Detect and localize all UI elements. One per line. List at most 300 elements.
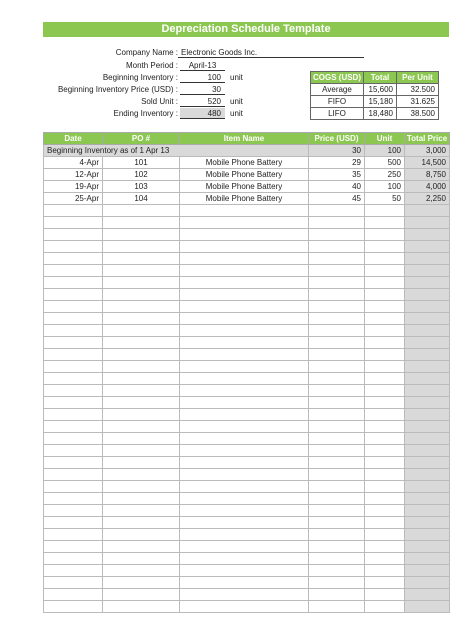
empty-row[interactable] (44, 529, 450, 541)
begin-inv-unit: unit (230, 73, 243, 82)
cell-item[interactable]: Mobile Phone Battery (180, 157, 309, 169)
empty-cell[interactable] (365, 217, 405, 229)
empty-cell[interactable] (180, 265, 309, 277)
sold-field[interactable]: 520 (180, 96, 225, 107)
cell-po[interactable]: 101 (103, 157, 180, 169)
empty-cell (405, 565, 450, 577)
empty-row[interactable] (44, 397, 450, 409)
empty-cell[interactable] (309, 541, 365, 553)
empty-cell[interactable] (103, 217, 180, 229)
empty-cell[interactable] (180, 217, 309, 229)
empty-cell[interactable] (309, 241, 365, 253)
empty-row[interactable] (44, 229, 450, 241)
empty-cell[interactable] (365, 265, 405, 277)
empty-cell[interactable] (365, 505, 405, 517)
empty-cell[interactable] (103, 301, 180, 313)
empty-cell[interactable] (180, 385, 309, 397)
empty-cell[interactable] (180, 253, 309, 265)
empty-cell[interactable] (309, 433, 365, 445)
empty-cell[interactable] (44, 517, 103, 529)
empty-cell[interactable] (103, 241, 180, 253)
cell-unit[interactable]: 100 (365, 181, 405, 193)
month-field[interactable]: April-13 (180, 60, 225, 71)
empty-cell[interactable] (44, 265, 103, 277)
cell-date[interactable]: 4-Apr (44, 157, 103, 169)
empty-cell[interactable] (309, 601, 365, 613)
col-header-po: PO # (103, 133, 180, 145)
beginning-total: 3,000 (405, 145, 450, 157)
empty-cell (405, 577, 450, 589)
empty-cell[interactable] (309, 337, 365, 349)
empty-cell (405, 265, 450, 277)
empty-cell[interactable] (365, 241, 405, 253)
empty-cell[interactable] (309, 289, 365, 301)
empty-cell[interactable] (309, 409, 365, 421)
empty-cell[interactable] (103, 445, 180, 457)
empty-cell[interactable] (309, 421, 365, 433)
empty-cell (405, 421, 450, 433)
empty-cell[interactable] (309, 313, 365, 325)
empty-cell[interactable] (103, 337, 180, 349)
empty-cell[interactable] (365, 229, 405, 241)
empty-cell[interactable] (103, 505, 180, 517)
empty-cell[interactable] (309, 325, 365, 337)
empty-cell[interactable] (365, 277, 405, 289)
empty-cell[interactable] (309, 349, 365, 361)
empty-cell (405, 325, 450, 337)
empty-cell[interactable] (103, 517, 180, 529)
empty-cell[interactable] (103, 277, 180, 289)
cell-total: 4,000 (405, 181, 450, 193)
col-header-unit: Unit (365, 133, 405, 145)
empty-cell[interactable] (44, 397, 103, 409)
cogs-per-unit: 38.500 (397, 108, 439, 120)
empty-cell[interactable] (103, 397, 180, 409)
empty-cell[interactable] (309, 589, 365, 601)
empty-row[interactable] (44, 505, 450, 517)
empty-row[interactable] (44, 457, 450, 469)
cell-date[interactable]: 19-Apr (44, 181, 103, 193)
cogs-per-unit: 32.500 (397, 84, 439, 96)
empty-row[interactable] (44, 349, 450, 361)
empty-cell[interactable] (365, 337, 405, 349)
empty-cell[interactable] (103, 529, 180, 541)
empty-cell[interactable] (44, 385, 103, 397)
cell-unit[interactable]: 50 (365, 193, 405, 205)
empty-row[interactable] (44, 385, 450, 397)
cogs-header-method: COGS (USD) (311, 72, 364, 84)
empty-cell (405, 529, 450, 541)
empty-cell (405, 481, 450, 493)
empty-cell[interactable] (180, 505, 309, 517)
empty-cell[interactable] (103, 433, 180, 445)
empty-cell[interactable] (44, 505, 103, 517)
empty-cell (405, 277, 450, 289)
empty-cell[interactable] (309, 505, 365, 517)
empty-cell[interactable] (44, 217, 103, 229)
cogs-total: 15,600 (364, 84, 397, 96)
empty-cell[interactable] (180, 469, 309, 481)
empty-cell[interactable] (309, 553, 365, 565)
col-header-item: Item Name (180, 133, 309, 145)
empty-cell[interactable] (180, 409, 309, 421)
begin-inv-field[interactable]: 100 (180, 72, 225, 83)
empty-row[interactable] (44, 469, 450, 481)
empty-cell[interactable] (365, 385, 405, 397)
table-row[interactable] (44, 169, 450, 181)
empty-cell[interactable] (365, 397, 405, 409)
empty-cell[interactable] (180, 205, 309, 217)
empty-row[interactable] (44, 253, 450, 265)
empty-cell[interactable] (309, 277, 365, 289)
empty-cell[interactable] (309, 217, 365, 229)
table-row[interactable] (44, 157, 450, 169)
empty-row[interactable] (44, 553, 450, 565)
empty-cell[interactable] (103, 589, 180, 601)
cell-item[interactable]: Mobile Phone Battery (180, 181, 309, 193)
empty-cell[interactable] (365, 349, 405, 361)
empty-cell[interactable] (309, 577, 365, 589)
empty-cell (405, 553, 450, 565)
empty-cell[interactable] (309, 397, 365, 409)
empty-cell[interactable] (309, 493, 365, 505)
empty-cell[interactable] (44, 241, 103, 253)
cogs-total: 15,180 (364, 96, 397, 108)
empty-cell[interactable] (365, 469, 405, 481)
empty-cell[interactable] (365, 409, 405, 421)
empty-cell[interactable] (180, 493, 309, 505)
empty-cell[interactable] (180, 301, 309, 313)
empty-cell[interactable] (365, 421, 405, 433)
empty-cell[interactable] (103, 265, 180, 277)
empty-cell (405, 373, 450, 385)
table-row[interactable] (44, 181, 450, 193)
empty-cell[interactable] (309, 301, 365, 313)
empty-row[interactable] (44, 421, 450, 433)
empty-row[interactable] (44, 601, 450, 613)
col-header-total: Total Price (405, 133, 450, 145)
empty-cell (405, 361, 450, 373)
sold-row (43, 96, 178, 107)
empty-cell[interactable] (103, 541, 180, 553)
empty-cell[interactable] (180, 589, 309, 601)
empty-cell[interactable] (44, 205, 103, 217)
cell-item[interactable]: Mobile Phone Battery (180, 169, 309, 181)
cell-item[interactable]: Mobile Phone Battery (180, 193, 309, 205)
empty-cell[interactable] (44, 277, 103, 289)
empty-cell[interactable] (365, 481, 405, 493)
empty-cell[interactable] (44, 373, 103, 385)
empty-cell[interactable] (365, 589, 405, 601)
empty-cell[interactable] (180, 481, 309, 493)
empty-cell[interactable] (103, 229, 180, 241)
empty-cell[interactable] (180, 577, 309, 589)
empty-cell[interactable] (365, 553, 405, 565)
empty-cell[interactable] (180, 601, 309, 613)
empty-cell[interactable] (103, 373, 180, 385)
sold-label: Sold Unit : (141, 97, 178, 106)
empty-cell (405, 445, 450, 457)
empty-cell[interactable] (44, 301, 103, 313)
empty-cell[interactable] (44, 541, 103, 553)
cogs-row-fifo (311, 96, 439, 108)
empty-cell[interactable] (44, 445, 103, 457)
empty-cell[interactable] (365, 529, 405, 541)
col-header-price: Price (USD) (309, 133, 365, 145)
empty-cell[interactable] (180, 565, 309, 577)
empty-cell[interactable] (309, 385, 365, 397)
empty-cell[interactable] (309, 517, 365, 529)
empty-cell[interactable] (309, 265, 365, 277)
cogs-row-lifo (311, 108, 439, 120)
month-label: Month Period : (125, 61, 178, 70)
empty-row[interactable] (44, 205, 450, 217)
empty-cell[interactable] (103, 421, 180, 433)
cell-price[interactable]: 29 (309, 157, 365, 169)
empty-cell[interactable] (103, 493, 180, 505)
beginning-price: 30 (309, 145, 365, 157)
empty-row[interactable] (44, 277, 450, 289)
empty-cell[interactable] (309, 373, 365, 385)
empty-cell[interactable] (103, 253, 180, 265)
cell-price[interactable]: 45 (309, 193, 365, 205)
cell-price[interactable]: 40 (309, 181, 365, 193)
begin-inv-row (43, 72, 178, 83)
empty-cell[interactable] (309, 253, 365, 265)
inventory-table-wrap (43, 132, 449, 613)
empty-row[interactable] (44, 265, 450, 277)
empty-cell (405, 433, 450, 445)
empty-cell[interactable] (103, 325, 180, 337)
empty-cell[interactable] (103, 385, 180, 397)
cell-date[interactable]: 25-Apr (44, 193, 103, 205)
empty-cell[interactable] (44, 229, 103, 241)
empty-cell[interactable] (180, 337, 309, 349)
cell-unit[interactable]: 250 (365, 169, 405, 181)
end-inv-row (43, 108, 178, 119)
empty-cell[interactable] (365, 301, 405, 313)
empty-cell[interactable] (103, 457, 180, 469)
cell-unit[interactable]: 500 (365, 157, 405, 169)
empty-cell[interactable] (44, 325, 103, 337)
empty-cell[interactable] (180, 457, 309, 469)
empty-cell[interactable] (44, 313, 103, 325)
empty-cell (405, 289, 450, 301)
empty-cell[interactable] (365, 253, 405, 265)
empty-row[interactable] (44, 517, 450, 529)
empty-row[interactable] (44, 337, 450, 349)
empty-cell[interactable] (103, 313, 180, 325)
empty-cell (405, 493, 450, 505)
empty-cell[interactable] (309, 229, 365, 241)
empty-cell[interactable] (365, 313, 405, 325)
empty-cell[interactable] (44, 601, 103, 613)
empty-cell[interactable] (44, 457, 103, 469)
empty-cell (405, 301, 450, 313)
empty-row[interactable] (44, 301, 450, 313)
empty-cell[interactable] (180, 325, 309, 337)
empty-cell (405, 397, 450, 409)
empty-cell[interactable] (44, 253, 103, 265)
begin-inv-label: Beginning Inventory : (102, 73, 178, 82)
empty-cell (405, 217, 450, 229)
empty-row[interactable] (44, 289, 450, 301)
company-label: Company Name : (115, 48, 178, 57)
empty-cell[interactable] (103, 289, 180, 301)
col-header-date: Date (44, 133, 103, 145)
company-field[interactable]: Electronic Goods Inc. (178, 47, 364, 58)
empty-cell[interactable] (309, 529, 365, 541)
empty-cell[interactable] (103, 349, 180, 361)
empty-cell[interactable] (180, 241, 309, 253)
empty-cell[interactable] (180, 277, 309, 289)
empty-cell[interactable] (44, 409, 103, 421)
empty-cell[interactable] (309, 445, 365, 457)
empty-cell[interactable] (44, 349, 103, 361)
empty-cell[interactable] (365, 541, 405, 553)
empty-cell[interactable] (103, 469, 180, 481)
empty-cell (405, 469, 450, 481)
cell-total: 8,750 (405, 169, 450, 181)
empty-cell[interactable] (365, 565, 405, 577)
empty-cell (405, 601, 450, 613)
empty-cell[interactable] (365, 493, 405, 505)
empty-cell[interactable] (44, 577, 103, 589)
cogs-per-unit: 31.625 (397, 96, 439, 108)
empty-row[interactable] (44, 565, 450, 577)
empty-cell[interactable] (309, 469, 365, 481)
empty-cell (405, 457, 450, 469)
empty-cell[interactable] (44, 289, 103, 301)
empty-cell[interactable] (103, 601, 180, 613)
empty-cell[interactable] (44, 433, 103, 445)
empty-cell[interactable] (180, 445, 309, 457)
empty-cell[interactable] (103, 205, 180, 217)
empty-cell[interactable] (180, 229, 309, 241)
empty-cell[interactable] (309, 481, 365, 493)
empty-cell (405, 589, 450, 601)
empty-row[interactable] (44, 217, 450, 229)
cell-total: 2,250 (405, 193, 450, 205)
empty-cell[interactable] (180, 529, 309, 541)
cogs-header-total: Total (364, 72, 397, 84)
empty-cell (405, 385, 450, 397)
cell-date[interactable]: 12-Apr (44, 169, 103, 181)
empty-cell[interactable] (365, 445, 405, 457)
empty-row[interactable] (44, 481, 450, 493)
empty-cell[interactable] (365, 373, 405, 385)
empty-row[interactable] (44, 433, 450, 445)
company-row (43, 47, 178, 58)
empty-cell[interactable] (180, 553, 309, 565)
empty-cell[interactable] (180, 289, 309, 301)
empty-cell[interactable] (365, 433, 405, 445)
cell-po[interactable]: 104 (103, 193, 180, 205)
empty-row[interactable] (44, 445, 450, 457)
empty-cell[interactable] (365, 361, 405, 373)
empty-cell[interactable] (103, 553, 180, 565)
empty-cell[interactable] (103, 577, 180, 589)
empty-cell[interactable] (180, 397, 309, 409)
empty-cell[interactable] (44, 337, 103, 349)
empty-row[interactable] (44, 313, 450, 325)
empty-cell[interactable] (44, 361, 103, 373)
table-row[interactable] (44, 193, 450, 205)
empty-cell[interactable] (44, 529, 103, 541)
empty-cell[interactable] (180, 541, 309, 553)
empty-cell[interactable] (180, 517, 309, 529)
empty-cell (405, 505, 450, 517)
empty-cell[interactable] (44, 565, 103, 577)
empty-cell (405, 349, 450, 361)
empty-cell[interactable] (103, 565, 180, 577)
begin-price-row (43, 84, 178, 95)
empty-cell[interactable] (309, 361, 365, 373)
empty-cell[interactable] (44, 469, 103, 481)
empty-cell[interactable] (309, 565, 365, 577)
beginning-inventory-row (44, 145, 450, 157)
empty-cell[interactable] (309, 457, 365, 469)
empty-cell[interactable] (44, 421, 103, 433)
empty-cell[interactable] (365, 457, 405, 469)
sold-unit: unit (230, 97, 243, 106)
empty-row[interactable] (44, 361, 450, 373)
empty-cell[interactable] (103, 409, 180, 421)
empty-cell[interactable] (44, 493, 103, 505)
empty-cell[interactable] (103, 481, 180, 493)
empty-cell[interactable] (309, 205, 365, 217)
empty-cell[interactable] (365, 577, 405, 589)
begin-price-field[interactable]: 30 (180, 84, 225, 95)
empty-cell[interactable] (44, 481, 103, 493)
empty-row[interactable] (44, 409, 450, 421)
empty-row[interactable] (44, 325, 450, 337)
cell-total: 14,500 (405, 157, 450, 169)
table-header-row (44, 133, 450, 145)
cell-po[interactable]: 103 (103, 181, 180, 193)
empty-cell[interactable] (365, 517, 405, 529)
empty-cell[interactable] (44, 553, 103, 565)
empty-cell[interactable] (180, 349, 309, 361)
empty-cell[interactable] (180, 361, 309, 373)
empty-row[interactable] (44, 577, 450, 589)
empty-cell[interactable] (180, 421, 309, 433)
beginning-unit: 100 (365, 145, 405, 157)
empty-cell[interactable] (180, 373, 309, 385)
cell-price[interactable]: 35 (309, 169, 365, 181)
empty-cell[interactable] (365, 325, 405, 337)
empty-cell (405, 337, 450, 349)
empty-cell[interactable] (180, 313, 309, 325)
empty-row[interactable] (44, 493, 450, 505)
empty-cell[interactable] (365, 601, 405, 613)
cell-po[interactable]: 102 (103, 169, 180, 181)
empty-row[interactable] (44, 373, 450, 385)
empty-row[interactable] (44, 541, 450, 553)
empty-cell[interactable] (103, 361, 180, 373)
empty-row[interactable] (44, 241, 450, 253)
empty-cell[interactable] (44, 589, 103, 601)
cogs-table (310, 71, 439, 120)
cogs-method: FIFO (311, 96, 364, 108)
empty-cell[interactable] (365, 205, 405, 217)
empty-cell[interactable] (365, 289, 405, 301)
end-inv-label: Ending Inventory : (113, 109, 178, 118)
empty-cell (405, 541, 450, 553)
empty-row[interactable] (44, 589, 450, 601)
empty-cell (405, 253, 450, 265)
empty-cell[interactable] (180, 433, 309, 445)
